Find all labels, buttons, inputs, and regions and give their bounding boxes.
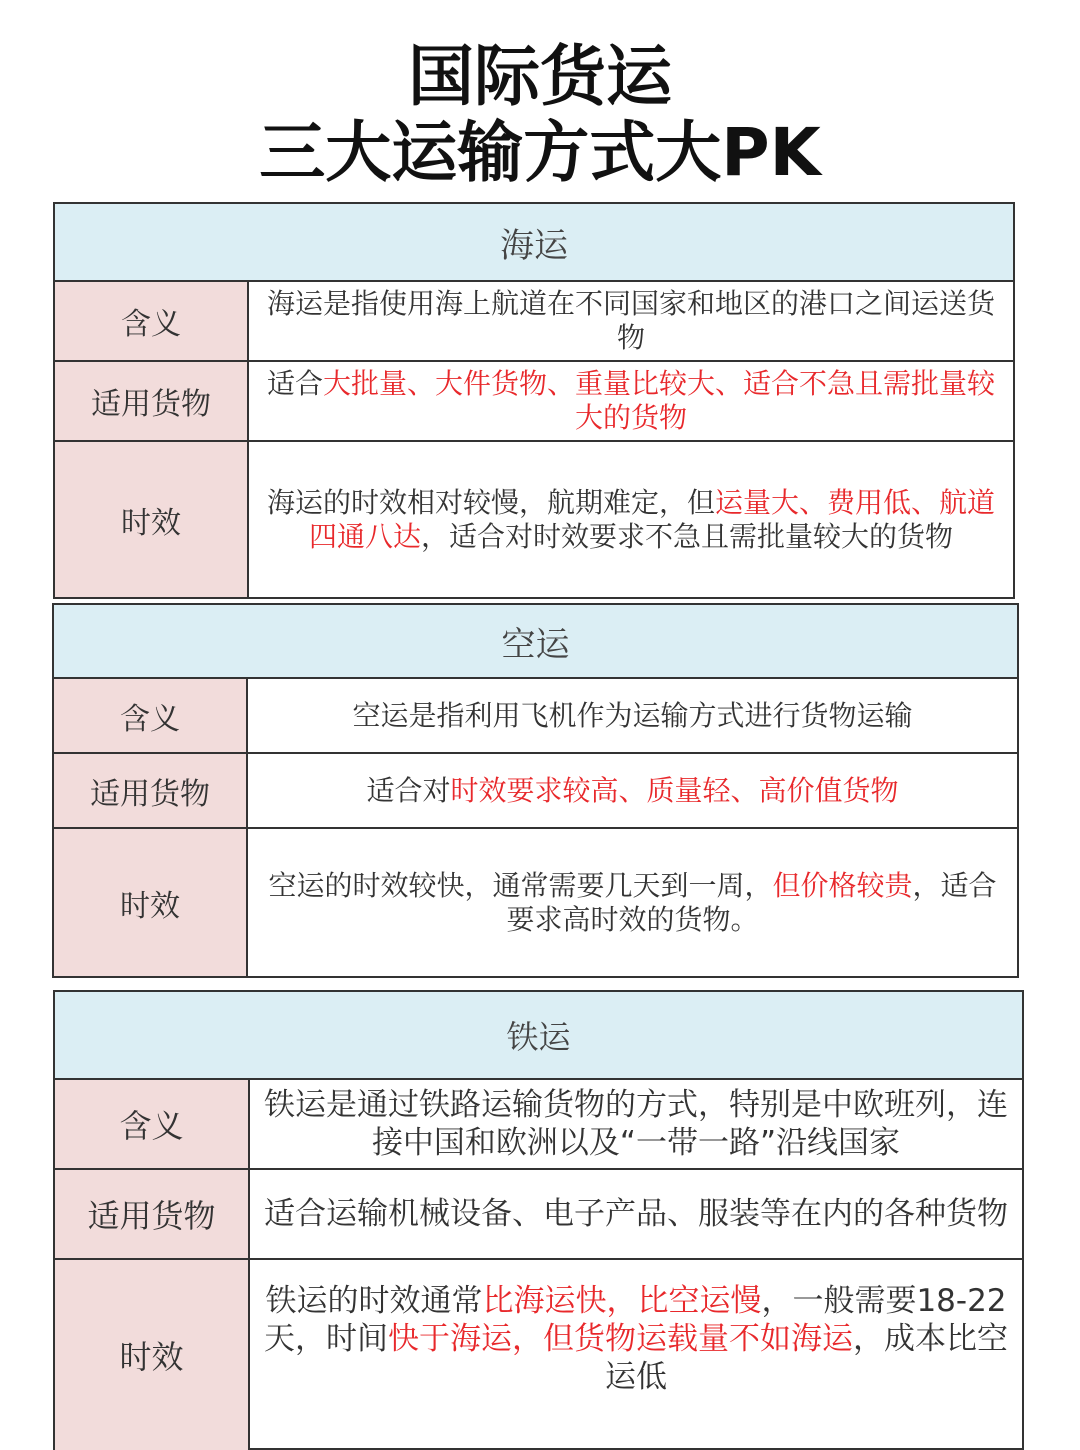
row-label: 含义 [55,282,249,360]
section-header: 空运 [54,605,1017,679]
table-row [55,442,1013,597]
body-text: ，一般需要18-22天，时间 [264,1283,1007,1357]
row-value-text [258,869,1007,937]
body-text: 适合运输机械设备、电子产品、服装等在内的各种货物 [264,1196,1008,1232]
body-text: 适合对 [366,773,451,807]
row-value [250,1080,1022,1168]
highlight-text: 大批量、大件货物、重量比较大、适合不急且需批量较大的货物 [323,367,996,434]
table-rail-freight [53,990,1024,1450]
body-text: 铁运的时效通常 [265,1283,483,1319]
row-value [250,1170,1022,1258]
highlight-text: 比海运快，比空运慢 [482,1283,762,1319]
section-header: 铁运 [55,992,1022,1080]
row-value [249,282,1013,360]
row-value-text [260,1086,1012,1162]
row-label: 时效 [54,829,248,976]
highlight-text: 但价格较贵 [772,868,913,902]
body-text: 海运的时效相对较慢，航期难定，但 [266,485,715,519]
row-label: 适用货物 [55,362,249,440]
body-text: 适合 [266,367,323,400]
body-text: ，成本比空运低 [605,1321,1008,1395]
row-value-text [259,486,1003,554]
highlight-text: 时效要求较高、质量轻、高价值货物 [450,773,899,807]
table-row [55,1080,1022,1170]
body-text: 空运的时效较快，通常需要几天到一周， [268,868,773,902]
row-value-text [259,287,1003,355]
row-value-text [352,699,912,733]
row-label: 含义 [54,679,248,752]
body-text: ，适合对时效要求不急且需批量较大的货物 [421,519,954,553]
row-value [250,1260,1022,1450]
table-air-freight [52,603,1019,978]
page-title-line1: 国际货运 [408,38,672,115]
row-label: 适用货物 [54,754,248,827]
table-row [55,1260,1022,1450]
body-text: 铁运是通过铁路运输货物的方式，特别是中欧班列，连接中国和欧洲以及“一带一路”沿线国家 [264,1087,1008,1161]
page-title-line2: 三大运输方式大PK [259,114,821,191]
row-value-text [366,774,898,808]
table-row [54,829,1017,976]
row-value-text [260,1282,1012,1396]
highlight-text: 快于海运，但货物运载量不如海运 [388,1321,853,1357]
row-value [248,829,1017,976]
table-row [54,754,1017,829]
table-row [54,679,1017,754]
row-label: 适用货物 [55,1170,250,1258]
row-value [248,679,1017,752]
table-row [55,282,1013,362]
table-row [55,1170,1022,1260]
row-value [248,754,1017,827]
row-value [249,442,1013,597]
body-text: ，适合要求高时效的货物。 [506,868,997,936]
row-label: 时效 [55,1260,250,1450]
row-value-text [259,367,1003,435]
highlight-text: 运量大、费用低、航道四通八达 [308,485,996,553]
table-row [55,362,1013,442]
row-label: 时效 [55,442,249,597]
row-value-text [264,1195,1008,1233]
body-text: 空运是指利用飞机作为运输方式进行货物运输 [352,698,913,732]
row-value [249,362,1013,440]
section-header: 海运 [55,204,1013,282]
row-label: 含义 [55,1080,250,1168]
table-sea-freight [53,202,1015,599]
body-text: 海运是指使用海上航道在不同国家和地区的港口之间运送货物 [266,287,995,354]
